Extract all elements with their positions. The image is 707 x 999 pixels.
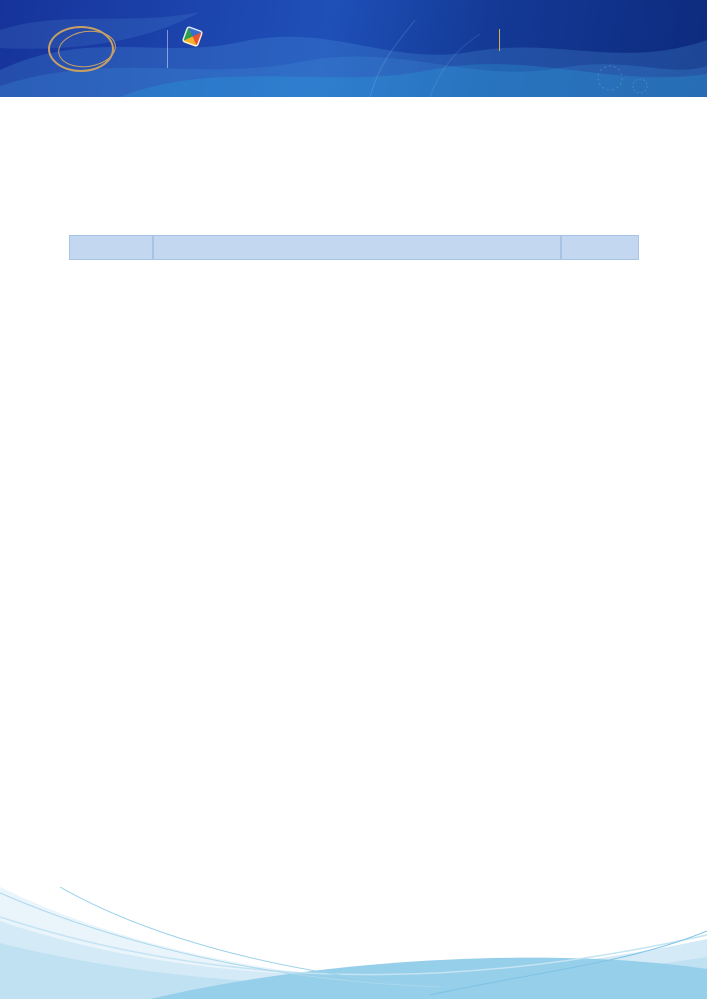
footer-wave-art	[0, 887, 707, 999]
agenda-table	[68, 234, 639, 260]
agenda-table-wrap	[68, 234, 638, 260]
wstdf-logo	[48, 22, 158, 78]
forum-title-block	[492, 22, 677, 51]
table-header-row	[69, 235, 639, 260]
column-header-activity	[153, 235, 561, 260]
column-header-time	[69, 235, 153, 260]
banner	[0, 0, 707, 97]
theme-divider	[499, 29, 500, 51]
cast-pinwheel-icon	[182, 26, 204, 48]
forum-theme	[492, 29, 677, 51]
cast-open-cooperation-logo	[184, 28, 354, 47]
column-header-venue	[561, 235, 639, 260]
banner-divider	[167, 30, 168, 68]
